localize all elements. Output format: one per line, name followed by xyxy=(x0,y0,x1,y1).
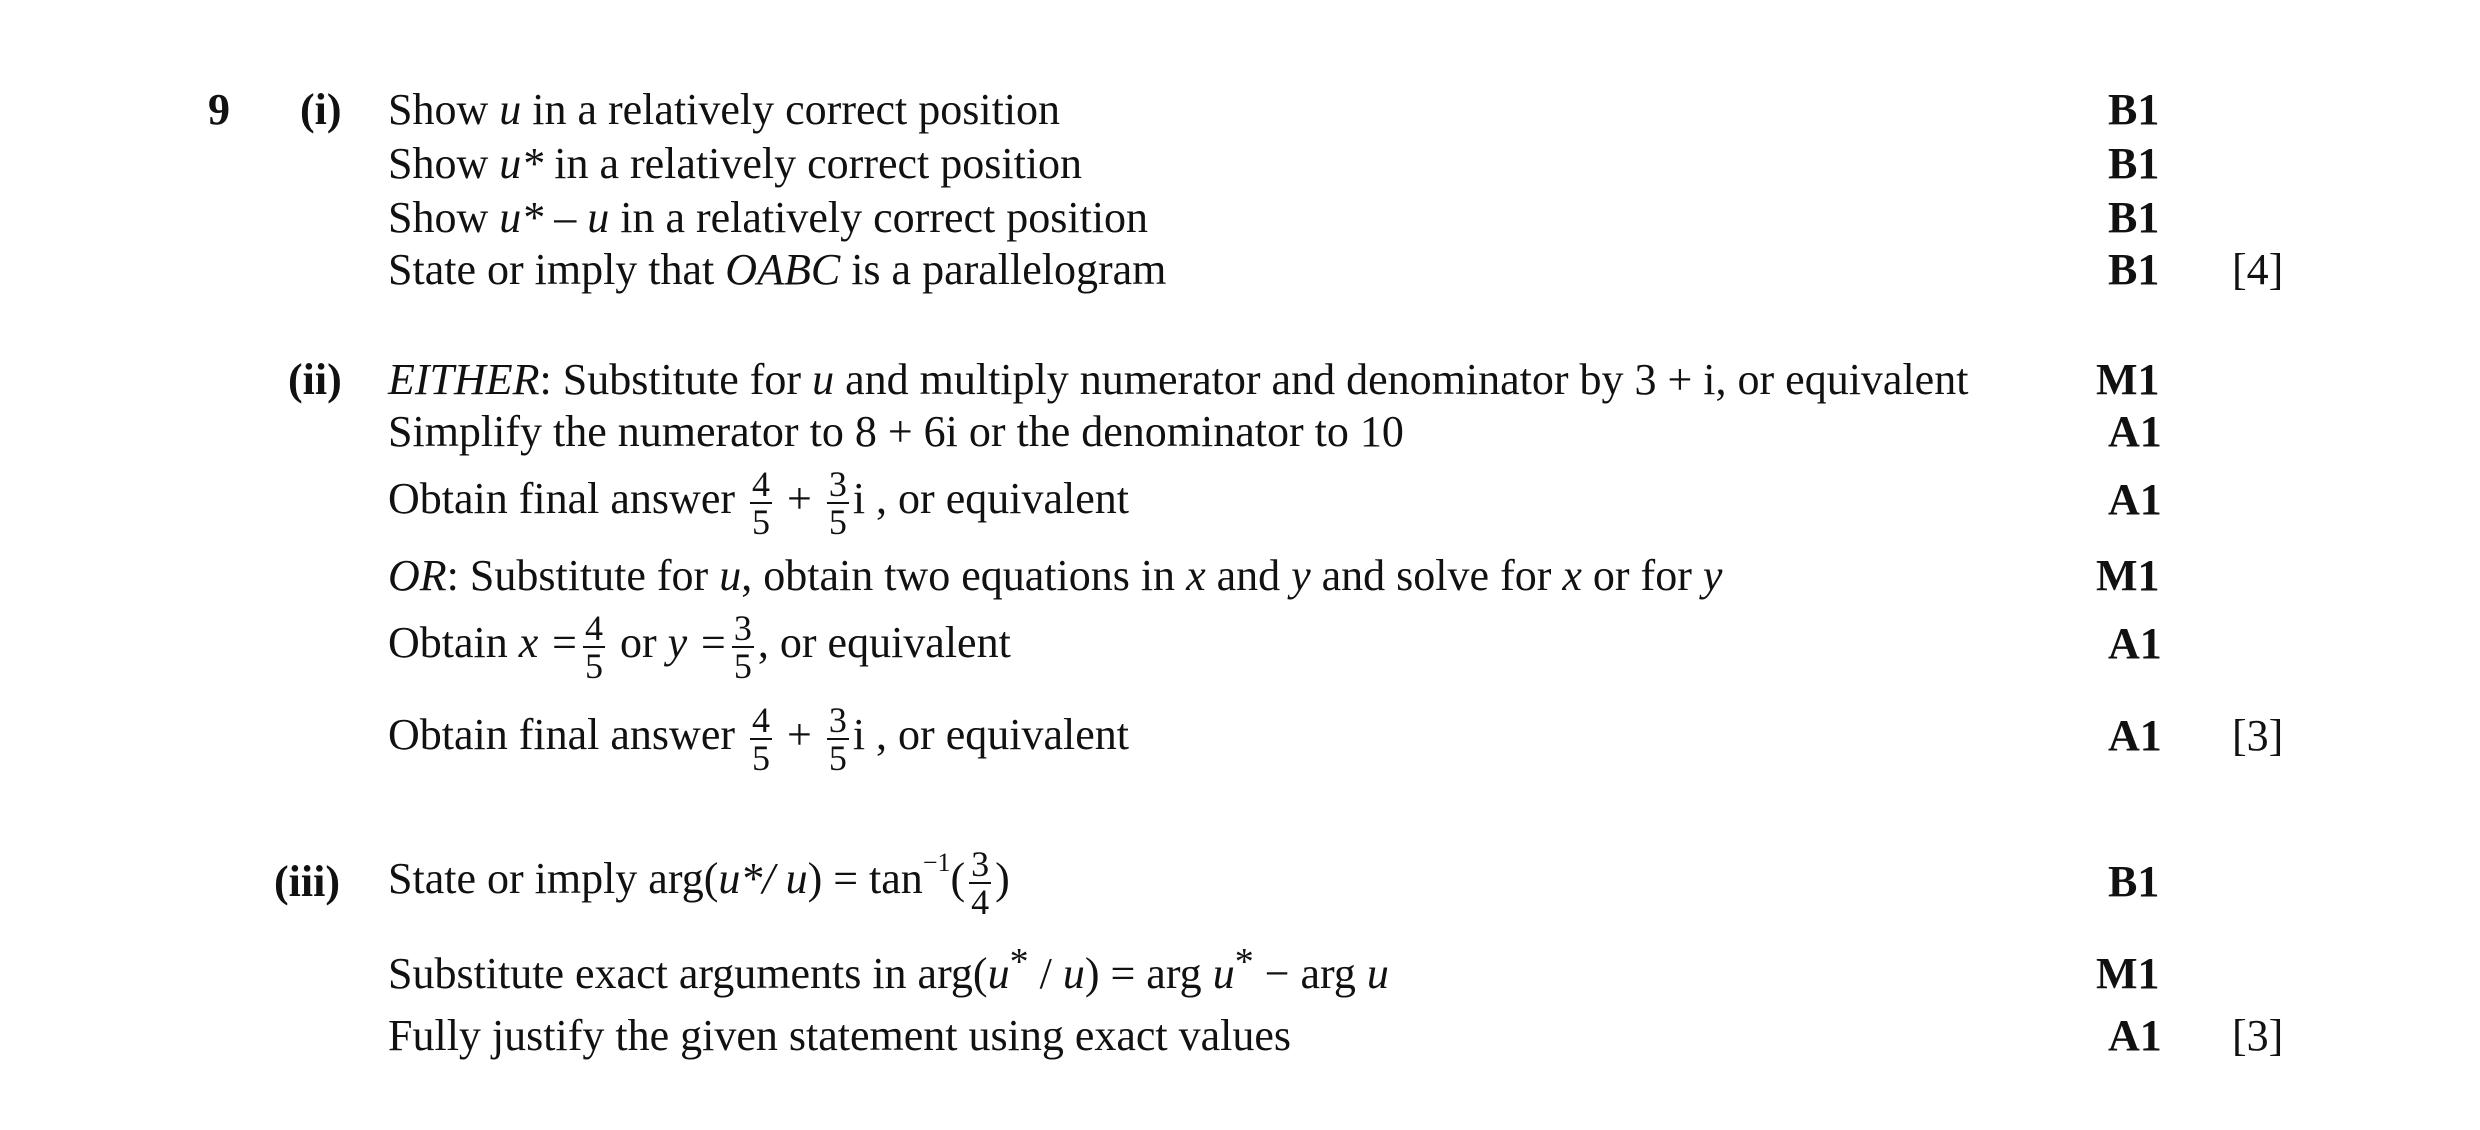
math-variable: u* – u xyxy=(499,193,610,242)
step-text: and xyxy=(1205,551,1292,600)
step-text: , or equivalent xyxy=(757,618,1011,668)
fraction-denominator: 5 xyxy=(828,738,847,778)
step-line xyxy=(388,846,1010,920)
mark-code: A1 xyxy=(2108,407,2162,456)
step-text: , obtain two equations in xyxy=(741,551,1187,600)
math-variable: x xyxy=(1186,551,1206,600)
math-variable: u xyxy=(1062,949,1085,998)
fraction-denominator: 5 xyxy=(828,502,847,542)
step-text: in a relatively correct position xyxy=(609,193,1149,242)
mark-code: B1 xyxy=(2108,85,2160,134)
part-label-ii: (ii) xyxy=(288,355,342,404)
mark-code: B1 xyxy=(2108,139,2160,188)
part-label-iii: (iii) xyxy=(274,857,340,906)
superscript: −1 xyxy=(922,848,951,878)
math-variable: u xyxy=(499,85,522,134)
fraction xyxy=(732,610,754,684)
conjugate-star: * xyxy=(1234,941,1254,983)
step-line xyxy=(388,139,1083,188)
step-line: Simplify the numerator to 8 + 6i or the denominator to 10 xyxy=(388,407,1404,456)
math-variable: u*/ u xyxy=(718,854,808,904)
fraction-numerator: 3 xyxy=(733,608,752,648)
step-line xyxy=(388,702,1129,776)
step-text: or xyxy=(609,618,668,668)
math-variable: u xyxy=(1366,949,1389,998)
step-line xyxy=(388,245,1167,294)
step-text: − arg xyxy=(1253,949,1367,998)
mark-code: B1 xyxy=(2108,857,2160,906)
step-text: : Substitute for xyxy=(539,355,813,404)
step-line xyxy=(388,193,1149,242)
math-variable: y xyxy=(1291,551,1311,600)
step-text: Show xyxy=(388,85,500,134)
step-text: in a relatively correct position xyxy=(521,85,1061,134)
math-variable: x xyxy=(1562,551,1582,600)
conjugate-star: * xyxy=(1009,941,1029,983)
fraction-numerator: 3 xyxy=(828,700,847,740)
question-number: 9 xyxy=(208,85,230,134)
step-text: in a relatively correct position xyxy=(543,139,1083,188)
step-text: Obtain final answer xyxy=(388,474,746,524)
step-text: State or imply that xyxy=(388,245,726,294)
fraction xyxy=(583,610,605,684)
fraction xyxy=(827,702,849,776)
step-text: Show xyxy=(388,139,500,188)
fraction-denominator: 5 xyxy=(752,502,770,542)
step-text: Substitute exact arguments in arg( xyxy=(388,949,988,998)
operator: + xyxy=(776,710,823,760)
mark-code: B1 xyxy=(2108,193,2160,242)
step-text: ) = arg xyxy=(1084,949,1213,998)
step-text: i , or equivalent xyxy=(852,710,1129,760)
fraction xyxy=(827,466,849,540)
step-text: is a parallelogram xyxy=(840,245,1167,294)
step-text: Obtain xyxy=(388,618,519,668)
mark-code: A1 xyxy=(2108,711,2162,760)
math-variable: u xyxy=(987,949,1010,998)
part-total: [4] xyxy=(2232,245,2284,294)
math-variable: y xyxy=(1702,551,1723,600)
math-variable: u* xyxy=(499,139,544,188)
step-line xyxy=(388,941,1389,998)
step-text: : Substitute for xyxy=(446,551,720,600)
mark-code: A1 xyxy=(2108,1011,2162,1060)
fraction-denominator: 5 xyxy=(585,646,603,686)
bracket: ) xyxy=(995,854,1010,904)
step-text: ) = tan xyxy=(807,854,923,904)
fraction-denominator: 5 xyxy=(733,646,752,686)
fraction xyxy=(750,702,772,776)
fraction-denominator: 5 xyxy=(752,738,770,778)
fraction-numerator: 4 xyxy=(752,464,770,504)
fraction-numerator: 3 xyxy=(971,844,990,884)
mark-code: M1 xyxy=(2096,949,2160,998)
math-variable: u xyxy=(1212,949,1235,998)
step-text: and multiply numerator and denominator by 3 + i, or equivalent xyxy=(834,355,1969,404)
step-text: i , or equivalent xyxy=(852,474,1129,524)
math-equation: y = xyxy=(667,618,728,668)
fraction-numerator: 4 xyxy=(585,608,603,648)
math-equation: x = xyxy=(518,618,579,668)
mark-code: M1 xyxy=(2096,355,2160,404)
part-total: [3] xyxy=(2232,711,2284,760)
fraction-numerator: 4 xyxy=(752,700,770,740)
step-line xyxy=(388,355,1969,404)
step-text: State or imply arg( xyxy=(388,854,719,904)
math-variable: u xyxy=(719,551,742,600)
mark-code: A1 xyxy=(2108,619,2162,668)
step-line: Fully justify the given statement using exact values xyxy=(388,1011,1292,1060)
step-text: and solve for xyxy=(1310,551,1563,600)
step-line xyxy=(388,610,1011,684)
operator: + xyxy=(776,474,823,524)
step-line xyxy=(388,85,1061,134)
fraction xyxy=(750,466,772,540)
step-line xyxy=(388,466,1129,540)
step-text: / xyxy=(1028,949,1063,998)
bracket: ( xyxy=(950,854,966,904)
math-variable: u xyxy=(812,355,835,404)
step-text: or for xyxy=(1581,551,1703,600)
mark-code: A1 xyxy=(2108,475,2162,524)
fraction-denominator: 4 xyxy=(971,882,990,922)
step-text: Obtain final answer xyxy=(388,710,746,760)
mark-code: M1 xyxy=(2096,551,2160,600)
step-text: Show xyxy=(388,193,500,242)
part-total: [3] xyxy=(2232,1011,2284,1060)
math-variable: OABC xyxy=(725,245,841,294)
part-label-i: (i) xyxy=(300,85,342,134)
fraction xyxy=(969,846,991,920)
mark-code: B1 xyxy=(2108,245,2160,294)
method-label: OR xyxy=(388,551,447,600)
step-line xyxy=(388,551,1723,600)
fraction-numerator: 3 xyxy=(828,464,847,504)
method-label: EITHER xyxy=(388,355,540,404)
